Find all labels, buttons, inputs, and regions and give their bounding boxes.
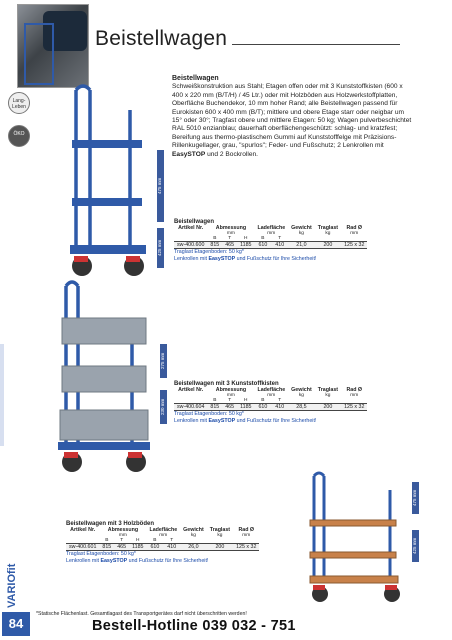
unit-traglast: kg	[325, 393, 331, 398]
note-rollen	[174, 418, 367, 425]
col-artikel: Artikel Nr.	[178, 387, 204, 393]
cell-gewicht: 28,5	[288, 404, 315, 411]
cell-rad: 125 x 32	[233, 544, 259, 551]
col-artikel: Artikel Nr.	[70, 527, 96, 533]
product-block-2	[174, 381, 367, 424]
product-title: Beistellwagen mit 3 Kunststoffkisten	[174, 381, 279, 387]
spec-table	[66, 527, 259, 551]
cart-boxes-image	[48, 278, 160, 478]
unit-ladeflaeche: mm	[267, 231, 276, 236]
cell-b: 815	[207, 242, 222, 249]
col-gewicht: Gewicht	[291, 387, 312, 393]
quality-badge-icon: Lang-Leben	[8, 92, 30, 114]
product-block-3	[66, 521, 259, 564]
col-artikel: Artikel Nr.	[178, 225, 204, 231]
note-rollen-post: und Fußschutz für Ihre Sicherheit!	[235, 417, 317, 424]
eco-badge-icon: ÖKO	[8, 125, 30, 147]
dim-top-1: 475 mm	[157, 150, 164, 222]
table-row	[174, 242, 367, 249]
cell-t: 465	[222, 242, 237, 249]
intro-description	[172, 75, 412, 159]
cell-artikel: sw-400.601	[66, 544, 99, 551]
note-rollen	[174, 256, 367, 263]
dim-top-2: 275 mm	[160, 344, 167, 378]
page-title: Beistellwagen	[95, 27, 228, 50]
title-underline	[232, 44, 400, 45]
cart-open-image	[60, 80, 156, 280]
cart-wood-image	[298, 470, 418, 610]
cell-rad: 125 x 32	[341, 404, 367, 411]
page-number: 84	[2, 612, 30, 636]
cell-rad: 125 x 32	[341, 242, 367, 249]
note-rollen-post: und Fußschutz für Ihre Sicherheit!	[127, 557, 209, 564]
col-abmessung: Abmessung	[107, 527, 139, 533]
dim-bottom-3: 425 mm	[412, 530, 419, 562]
cell-t: 465	[222, 404, 237, 411]
unit-ladeflaeche: mm	[267, 393, 276, 398]
note-rollen-pre: Lenkrollen mit	[66, 557, 101, 564]
table-row	[66, 544, 259, 551]
cell-lt: 410	[271, 404, 288, 411]
intro-heading: Beistellwagen	[172, 75, 219, 82]
sub-b2: B	[261, 236, 265, 241]
cell-gewicht: 21,0	[288, 242, 315, 249]
unit-abmessung: mm	[226, 231, 235, 236]
col-gewicht: Gewicht	[291, 225, 312, 231]
sub-b: B	[213, 398, 217, 403]
sub-t2: T	[170, 538, 174, 543]
note-rollen	[66, 558, 259, 565]
product-title: Beistellwagen mit 3 Holzböden	[66, 521, 155, 527]
footnote: *Statische Flächenlast. Gesamtlagast des Transportgerätes darf nicht überschritten werden!	[36, 611, 247, 617]
sub-b2: B	[261, 398, 265, 403]
col-abmessung: Abmessung	[215, 387, 247, 393]
dim-top-3: 475 mm	[412, 482, 419, 514]
spec-table	[174, 225, 367, 249]
unit-rad: mm	[350, 231, 359, 236]
cell-lb: 610	[254, 242, 271, 249]
unit-traglast: kg	[325, 231, 331, 236]
cell-traglast: 200	[207, 544, 233, 551]
brand-logo	[4, 530, 18, 610]
unit-rad: mm	[242, 533, 251, 538]
order-hotline: Bestell-Hotline 039 032 - 751	[92, 618, 296, 634]
cell-gewicht: 26,0	[180, 544, 207, 551]
sub-t: T	[228, 236, 232, 241]
note-rollen-brand: EasySTOP	[208, 255, 236, 262]
col-traglast: Traglast	[317, 225, 339, 231]
sub-t2: T	[278, 398, 282, 403]
table-row	[174, 404, 367, 411]
cell-lt: 410	[271, 242, 288, 249]
note-rollen-brand: EasySTOP	[100, 557, 128, 564]
unit-gewicht: kg	[298, 393, 304, 398]
side-strip	[0, 344, 4, 446]
note-rollen-post: und Fußschutz für Ihre Sicherheit!	[235, 255, 317, 262]
note-etage: Traglast Etagenboden: 50 kg*	[174, 411, 244, 417]
cell-lt: 410	[163, 544, 180, 551]
note-rollen-pre: Lenkrollen mit	[174, 255, 209, 262]
sub-h: H	[244, 398, 248, 403]
cell-b: 815	[207, 404, 222, 411]
col-gewicht: Gewicht	[183, 527, 204, 533]
col-ladeflaeche: Ladefläche	[257, 387, 286, 393]
unit-abmessung: mm	[118, 533, 127, 538]
col-rad: Rad Ø	[238, 527, 255, 533]
intro-text: Schweißkonstruktion aus Stahl; Etagen offen oder mit 3 Kunststoffkisten (600 x 400 x 220 mm (B/T/H) / 45 Ltr.) oder mit Holzböden aus Holzwerkstoffplatten, Oberfläche Buchendekor, 10 mm hoher Rand; alle Beistellwagen passend für Eurokisten 600 x 400 mm (B/T); mittlere und obere Etage starr oder neigbar um 15° oder 30°; Tragfast obere und mittlere Etagen: 50 kg; Wagen pulverbeschichtet RAL 5010 enzianblau; dauerhaft oberflächengeschützt: schlag- und kratzfest; Bereifung aus thermo-plastischem Gummi auf Kunststofffelge mit Präzisions-Rillenkugellager, grau, "spurlos"; Feder- und Fußschutz; 2 Lenkrollen mit	[172, 83, 412, 150]
unit-ladeflaeche: mm	[159, 533, 168, 538]
sub-t: T	[120, 538, 124, 543]
unit-traglast: kg	[217, 533, 223, 538]
cell-b: 815	[99, 544, 114, 551]
note-rollen-pre: Lenkrollen mit	[174, 417, 209, 424]
sub-t: T	[228, 398, 232, 403]
cell-h: 1185	[237, 404, 254, 411]
col-traglast: Traglast	[317, 387, 339, 393]
cell-h: 1185	[237, 242, 254, 249]
col-rad: Rad Ø	[346, 387, 363, 393]
intro-text-end: und 2 Bockrollen.	[205, 150, 259, 158]
col-abmessung: Abmessung	[215, 225, 247, 231]
cell-t: 465	[114, 544, 129, 551]
dim-bottom-1: 425 mm	[157, 228, 164, 268]
intro-brand: EasySTOP	[172, 150, 206, 158]
sub-b: B	[213, 236, 217, 241]
unit-abmessung: mm	[226, 393, 235, 398]
col-traglast: Traglast	[209, 527, 231, 533]
product-block-1	[174, 219, 367, 262]
cell-traglast: 200	[315, 242, 341, 249]
unit-rad: mm	[350, 393, 359, 398]
sub-t2: T	[278, 236, 282, 241]
spec-table	[174, 387, 367, 411]
cell-h: 1185	[129, 544, 146, 551]
dim-bottom-2: 230 mm	[160, 390, 167, 424]
cell-artikel: sw-400.604	[174, 404, 207, 411]
unit-gewicht: kg	[298, 231, 304, 236]
sub-b2: B	[153, 538, 157, 543]
cell-artikel: sw-400.600	[174, 242, 207, 249]
cell-traglast: 200	[315, 404, 341, 411]
col-ladeflaeche: Ladefläche	[257, 225, 286, 231]
sub-h: H	[244, 236, 248, 241]
cell-lb: 610	[254, 404, 271, 411]
hero-photo	[17, 4, 89, 88]
sub-h: H	[136, 538, 140, 543]
note-rollen-brand: EasySTOP	[208, 417, 236, 424]
sub-b: B	[105, 538, 109, 543]
col-rad: Rad Ø	[346, 225, 363, 231]
unit-gewicht: kg	[190, 533, 196, 538]
product-title: Beistellwagen	[174, 219, 215, 225]
col-ladeflaeche: Ladefläche	[149, 527, 178, 533]
cart-in-photo	[24, 23, 54, 85]
note-etage: Traglast Etagenboden: 50 kg*	[66, 551, 136, 557]
note-etage: Traglast Etagenboden: 50 kg*	[174, 249, 244, 255]
brand-logo-text: VARIOfit	[6, 563, 18, 608]
cell-lb: 610	[146, 544, 163, 551]
